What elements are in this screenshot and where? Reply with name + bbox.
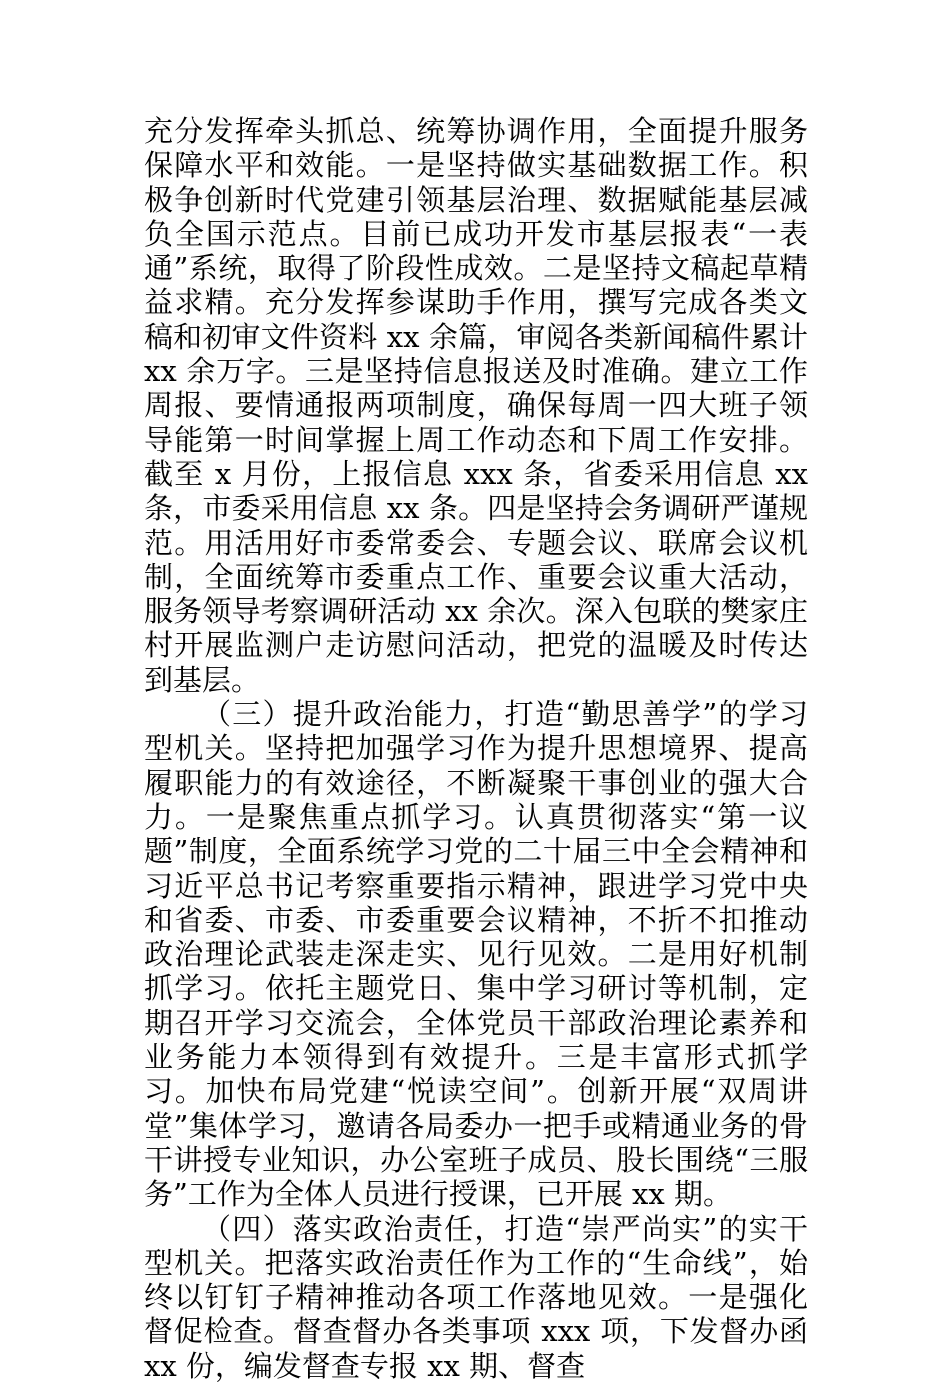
document-page bbox=[144, 114, 808, 1383]
body-paragraph-1: 充分发挥牵头抓总、统筹协调作用，全面提升服务保障水平和效能。一是坚持做实基础数据工作。积极争创新时代党建引领基层治理、数据赋能基层减负全国示范点。目前已成功开发市基层报表“一表通”系统，取得了阶段性成效。二是坚持文稿起草精益求精。充分发挥参谋助手作用，撰写完成各类文稿和初审文件资料 xx 余篇，审阅各类新闻稿件累计 xx 余万字。三是坚持信息报送及时准确。建立工作周报、要情通报两项制度，确保每周一四大班子领导能第一时间掌握上周工作动态和下周工作安排。截至 x 月份，上报信息 xxx 条，省委采用信息 xx 条，市委采用信息 xx 条。四是坚持会务调研严谨规范。用活用好市委常委会、专题会议、联席会议机制，全面统筹市委重点工作、重要会议重大活动，服务领导考察调研活动 xx 余次。深入包联的樊家庄村开展监测户走访慰问活动，把党的温暖及时传达到基层。 bbox=[144, 114, 808, 697]
section-three-paragraph: （三）提升政治能力，打造“勤思善学”的学习型机关。坚持把加强学习作为提升思想境界、提高履职能力的有效途径，不断凝聚干事创业的强大合力。一是聚焦重点抓学习。认真贯彻落实“第一议题”制度，全面系统学习党的二十届三中全会精神和习近平总书记考察重要指示精神，跟进学习党中央和省委、市委、市委重要会议精神，不折不扣推动政治理论武装走深走实、见行见效。二是用好机制抓学习。依托主题党日、集中学习研讨等机制，定期召开学习交流会，全体党员干部政治理论素养和业务能力本领得到有效提升。三是丰富形式抓学习。加快布局党建“悦读空间”。创新开展“双周讲堂”集体学习，邀请各局委办一把手或精通业务的骨干讲授专业知识，办公室班子成员、股长围绕“三服务”工作为全体人员进行授课，已开展 xx 期。 bbox=[144, 697, 808, 1212]
section-four-paragraph: （四）落实政治责任，打造“崇严尚实”的实干型机关。把落实政治责任作为工作的“生命线”，始终以钉钉子精神推动各项工作落地见效。一是强化督促检查。督查督办各类事项 xxx 项，下发督办函 xx 份，编发督查专报 xx 期、督查 bbox=[144, 1211, 808, 1383]
